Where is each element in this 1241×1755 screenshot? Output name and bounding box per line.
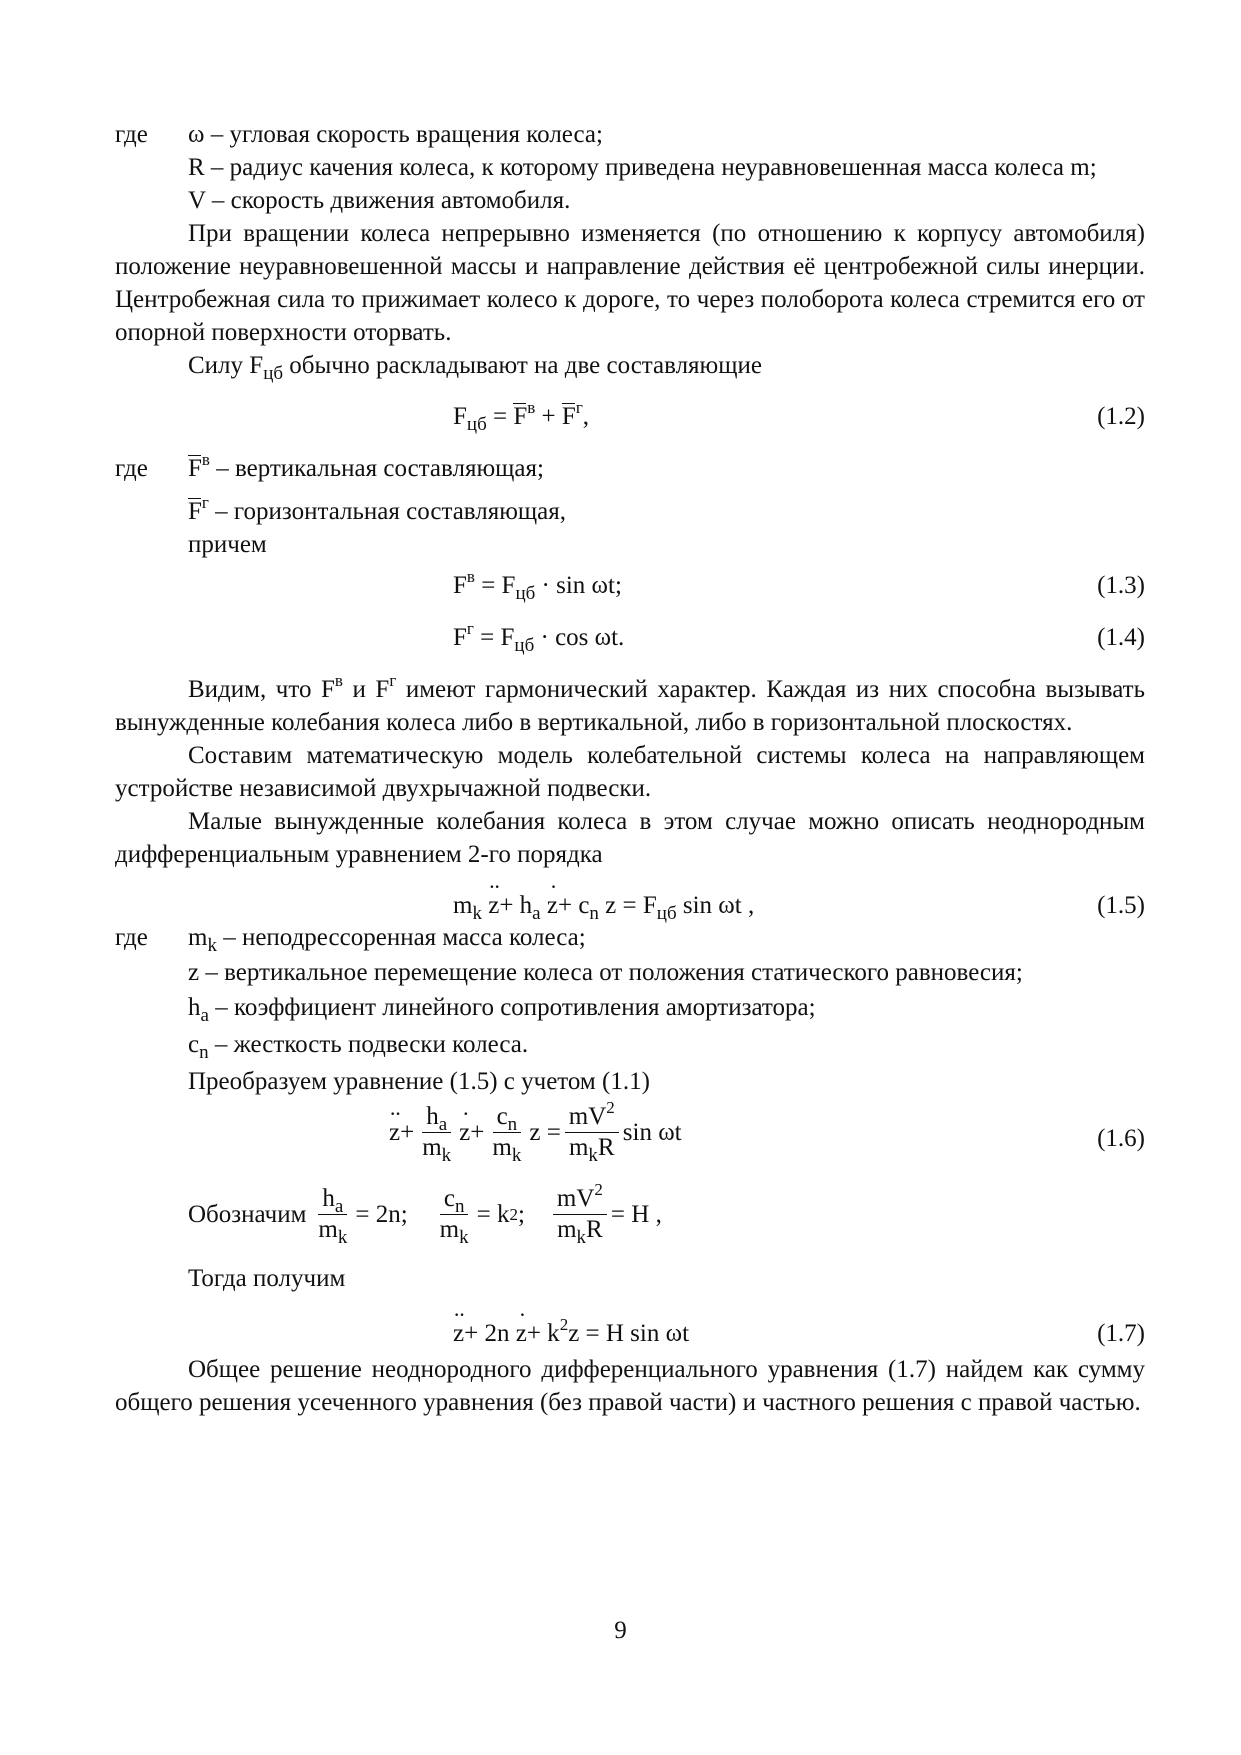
definition-horizontal: $F^г$ – горизонтальная составляющая, xyxy=(115,495,1145,528)
equation-1-4: $F^г = F_{цб} \cdot \cos \omega t$. (1.4) xyxy=(453,619,1145,656)
page-number: 9 xyxy=(614,1617,627,1644)
equation-number: (1.6) xyxy=(1097,1125,1145,1152)
paragraph-model: Составим математическую модель колебательной системы колеса на направляющем устройстве независимой двухрычажной подвески. xyxy=(115,742,1145,802)
definition-ha: $h_a$ – коэффициент линейного сопротивления амортизатора; xyxy=(188,994,816,1026)
where-label: где xyxy=(115,121,148,148)
omega-symbol: ω xyxy=(188,121,205,148)
equation-number: (1.7) xyxy=(1097,1320,1145,1347)
equation-number: (1.5) xyxy=(1097,892,1145,919)
definition-cn: $c_n$ – жесткость подвески колеса. xyxy=(188,1031,529,1063)
equation-1-6: ·· z + $\frac{h_a}{m_k}$ · z + $\frac{c_n}{m_k}$ z = $\frac{mV^2}{m_kR}$ sin ωt (1.6) xyxy=(115,1098,1145,1178)
omega-definition: – угловая скорость вращения колеса; xyxy=(204,121,603,148)
paragraph-harmonic: Видим, что $F^в$ и $F^г$ имеют гармонический характер. Каждая из них способна вызывать вынужденные колебания колеса либо в вертикальной, либо в горизонтальной плоскостях. xyxy=(115,671,1145,736)
definition-velocity: V – скорость движения автомобиля. xyxy=(188,187,571,214)
paragraph-then: Тогда получим xyxy=(188,1265,346,1292)
definition-vertical: где $F^в$ – вертикальная составляющая; xyxy=(115,452,1145,485)
paragraph-small-oscillations: Малые вынужденные колебания колеса в этом случае можно описать неоднородным дифференциальным уравнением 2-го порядка xyxy=(115,808,1145,868)
page-content xyxy=(115,118,1145,1419)
word-prichem: причем xyxy=(188,531,267,558)
equation-number: (1.4) xyxy=(1097,624,1145,651)
paragraph-force-decompose: Силу $F_{цб}$ обычно раскладывают на две составляющие xyxy=(188,352,762,384)
equation-1-7: ·· $z+ 2n \cdot z+ k^2z = H$ sin ωt (1.7) xyxy=(115,1295,1145,1353)
equation-1-5: $m_k \cdot\cdot z+ h_a \cdot z+ c_n$ $z = F_{цб}$ sin ωt , (1.5) xyxy=(115,871,1145,921)
definition-omega xyxy=(115,118,1145,151)
notation-line: Обозначим $\frac{h_a}{m_k}$ = 2n; $\frac{c_n}{m_k}$ = k 2 ; $\frac{mV^2}{m_kR}$ = H , xyxy=(188,1180,662,1248)
paragraph-general-solution: Общее решение неоднородного дифференциального уравнения (1.7) найдем как сумму общего решения усеченного уравнения (без правой части) и частного решения с правой частью. xyxy=(115,1356,1145,1416)
paragraph-rotation: При вращении колеса непрерывно изменяется (по отношению к корпусу автомобиля) положение неуравновешенной массы и направление действия её центробежной силы инерции. Центробежная сила то прижимает колесо к дороге, то через полоборота колеса стремится его от опорной поверхности оторвать. xyxy=(115,220,1145,346)
definition-mk: где $m_k$ – неподрессоренная масса колеса; xyxy=(115,924,586,956)
equation-number: (1.3) xyxy=(1097,572,1145,599)
definition-radius: R – радиус качения колеса, к которому приведена неуравновешенная масса колеса m; xyxy=(188,154,1097,181)
equation-number: (1.2) xyxy=(1097,403,1145,430)
definition-z: z – вертикальное перемещение колеса от положения статического равновесия; xyxy=(188,959,1023,986)
equation-1-2: $F_{цб} = F^в + F^г$, (1.2) xyxy=(453,398,1145,435)
equation-1-3: $F^в = F_{цб} \cdot \sin \omega t$; (1.3) xyxy=(453,567,1145,604)
paragraph-transform: Преобразуем уравнение (1.5) с учетом (1.1) xyxy=(188,1068,650,1095)
